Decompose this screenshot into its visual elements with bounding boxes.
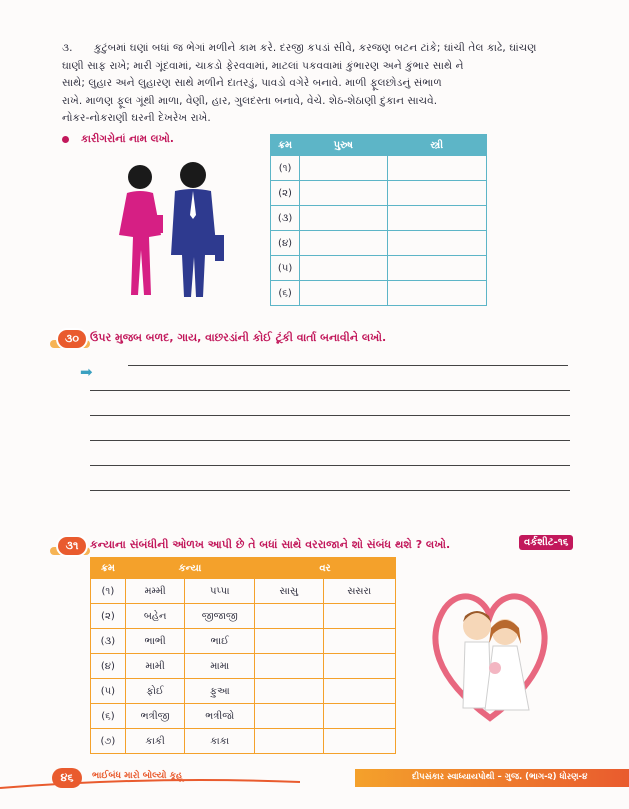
male-answer-cell[interactable]: [300, 156, 387, 181]
book-title: દીપસંકાર સ્વાધ્યાયપોથી – ગુજ. (ભાગ-૨) ધોરણ-૪: [412, 772, 588, 782]
writing-line[interactable]: [128, 365, 568, 366]
groom-answer-cell[interactable]: [323, 729, 396, 754]
female-answer-cell[interactable]: [387, 156, 486, 181]
paragraph-number: ૩.: [62, 42, 73, 54]
male-answer-cell[interactable]: [300, 181, 387, 206]
bride-relation: મામા: [185, 654, 255, 679]
chapter-title: ભાઈબંધ મારો બોલ્યો કૂહૂ: [92, 771, 183, 781]
row-number: (૫): [271, 256, 300, 281]
paragraph-line: નોકર-નોકરાણી ઘરની દેખરેખ રાખે.: [62, 112, 211, 124]
female-answer-cell[interactable]: [387, 281, 486, 306]
bride-relation: ભત્રીજી: [125, 704, 185, 729]
groom-answer-cell[interactable]: [323, 704, 396, 729]
col-header-bride: કન્યા: [125, 558, 254, 579]
writing-line[interactable]: [90, 440, 570, 441]
table-row: [91, 704, 396, 729]
groom-answer-cell[interactable]: [255, 704, 323, 729]
groom-answer-cell[interactable]: [255, 604, 323, 629]
female-answer-cell[interactable]: [387, 231, 486, 256]
arrow-right-icon: ➡: [80, 363, 93, 381]
bride-relation: ભત્રીજો: [185, 704, 255, 729]
groom-answer-cell[interactable]: [323, 654, 396, 679]
table-row: [271, 231, 487, 256]
page-number: ૪૬: [52, 768, 82, 788]
row-number: (૩): [271, 206, 300, 231]
female-answer-cell[interactable]: [387, 181, 486, 206]
male-answer-cell[interactable]: [300, 231, 387, 256]
bride-relation: ભાભી: [125, 629, 185, 654]
table-row: [91, 629, 396, 654]
bride-relation: બહેન: [125, 604, 185, 629]
female-answer-cell[interactable]: [387, 256, 486, 281]
row-number: (૫): [91, 679, 126, 704]
intro-paragraph: [62, 40, 582, 128]
table-row: [91, 679, 396, 704]
bride-relation: જીજાજી: [185, 604, 255, 629]
writing-line[interactable]: [90, 465, 570, 466]
question-31-text: કન્યાના સંબંધીની ઓળખ આપી છે તે બધાં સાથે વરરાજાને શો સંબંધ થશે ? લખો.: [90, 538, 451, 551]
groom-answer-cell[interactable]: [255, 654, 323, 679]
groom-answer-cell[interactable]: સસરા: [323, 579, 396, 604]
row-number: (૪): [91, 654, 126, 679]
table-row: [271, 206, 487, 231]
row-number: (૪): [271, 231, 300, 256]
question-30-badge: [58, 330, 86, 348]
row-number: (૬): [91, 704, 126, 729]
question-31-badge: [58, 537, 86, 555]
female-answer-cell[interactable]: [387, 206, 486, 231]
male-answer-cell[interactable]: [300, 281, 387, 306]
writing-line[interactable]: [90, 490, 570, 491]
col-header-female: સ્ત્રી: [387, 135, 486, 156]
man-figure-icon: [171, 162, 224, 297]
bullet-instruction: [62, 133, 174, 146]
row-number: (૬): [271, 281, 300, 306]
row-number: (૧): [271, 156, 300, 181]
table-row: [91, 729, 396, 754]
artisans-table: [270, 134, 487, 306]
groom-answer-cell[interactable]: [323, 679, 396, 704]
groom-answer-cell[interactable]: [323, 629, 396, 654]
row-number: (૭): [91, 729, 126, 754]
groom-answer-cell[interactable]: [255, 679, 323, 704]
bride-relation: ભાઈ: [185, 629, 255, 654]
couple-illustration: [105, 155, 240, 300]
male-answer-cell[interactable]: [300, 256, 387, 281]
writing-line[interactable]: [90, 390, 570, 391]
row-number: (૨): [271, 181, 300, 206]
groom-answer-cell[interactable]: [323, 604, 396, 629]
worksheet-tag: વર્કશીટ-૧૬: [519, 535, 573, 550]
table-row: [91, 579, 396, 604]
male-answer-cell[interactable]: [300, 206, 387, 231]
table-row: [91, 654, 396, 679]
question-number: ૩૦: [58, 330, 86, 348]
col-header-serial: ક્રમ: [271, 135, 300, 156]
bullet-icon: [62, 136, 69, 143]
bride-relation: ફોઈ: [125, 679, 185, 704]
bride-relation: ફુઆ: [185, 679, 255, 704]
groom-answer-cell[interactable]: સાસુ: [255, 579, 323, 604]
table-row: [271, 156, 487, 181]
table-row: [271, 256, 487, 281]
table-row: [271, 281, 487, 306]
groom-answer-cell[interactable]: [255, 629, 323, 654]
bullet-text: કારીગરોનાં નામ લખો.: [81, 133, 174, 145]
paragraph-line: રાખે. માળણ ફૂલ ગૂંથી માળા, વેણી, હાર, ગુલદસ્તા બનાવે, વેચે. શેઠ-શેઠાણી દુકાન સાચવે.: [62, 94, 438, 107]
relations-table: [90, 557, 396, 754]
col-header-groom: વર: [255, 558, 396, 579]
question-number: ૩૧: [58, 537, 86, 555]
paragraph-line: કુટુંબમાં ઘણાં બધાં જ ભેગાં મળીને કામ કરે. દરજી કપડાં સીવે, કરજણ બટન ટાંકે; ઘાંચી તેલ કાઢે, ઘાંચણ: [94, 42, 537, 54]
col-header-serial: ક્રમ: [91, 558, 126, 579]
bride-relation: કાકા: [185, 729, 255, 754]
row-number: (૩): [91, 629, 126, 654]
bride-relation: મામી: [125, 654, 185, 679]
bride-relation: કાકી: [125, 729, 185, 754]
col-header-male: પુરુષ: [300, 135, 387, 156]
table-row: [91, 604, 396, 629]
question-30-text: ઉપર મુજબ બળદ, ગાય, વાછરડાંની કોઈ ટૂંકી વાર્તા બનાવીને લખો.: [90, 331, 387, 344]
row-number: (૧): [91, 579, 126, 604]
wedding-couple-illustration: [425, 578, 555, 728]
paragraph-line: ઘાણી સાફ રાખે; મારી ગૂંદવામાં, ચાકડો ફેરવવામાં, માટલાં પકવવામાં કુંભારણ અને કુંભાર સાથે ને: [62, 59, 464, 72]
groom-answer-cell[interactable]: [255, 729, 323, 754]
paragraph-line: સાથે; લુહાર અને લુહારણ સાથે મળીને દાતરડું, પાવડો વગેરે બનાવે. માળી ફૂલછોડનું સંભાળ: [62, 77, 442, 89]
row-number: (૨): [91, 604, 126, 629]
bride-relation: મમ્મી: [125, 579, 185, 604]
woman-figure-icon: [119, 165, 163, 295]
bride-relation: પપ્પા: [185, 579, 255, 604]
writing-line[interactable]: [90, 415, 570, 416]
table-row: [271, 181, 487, 206]
